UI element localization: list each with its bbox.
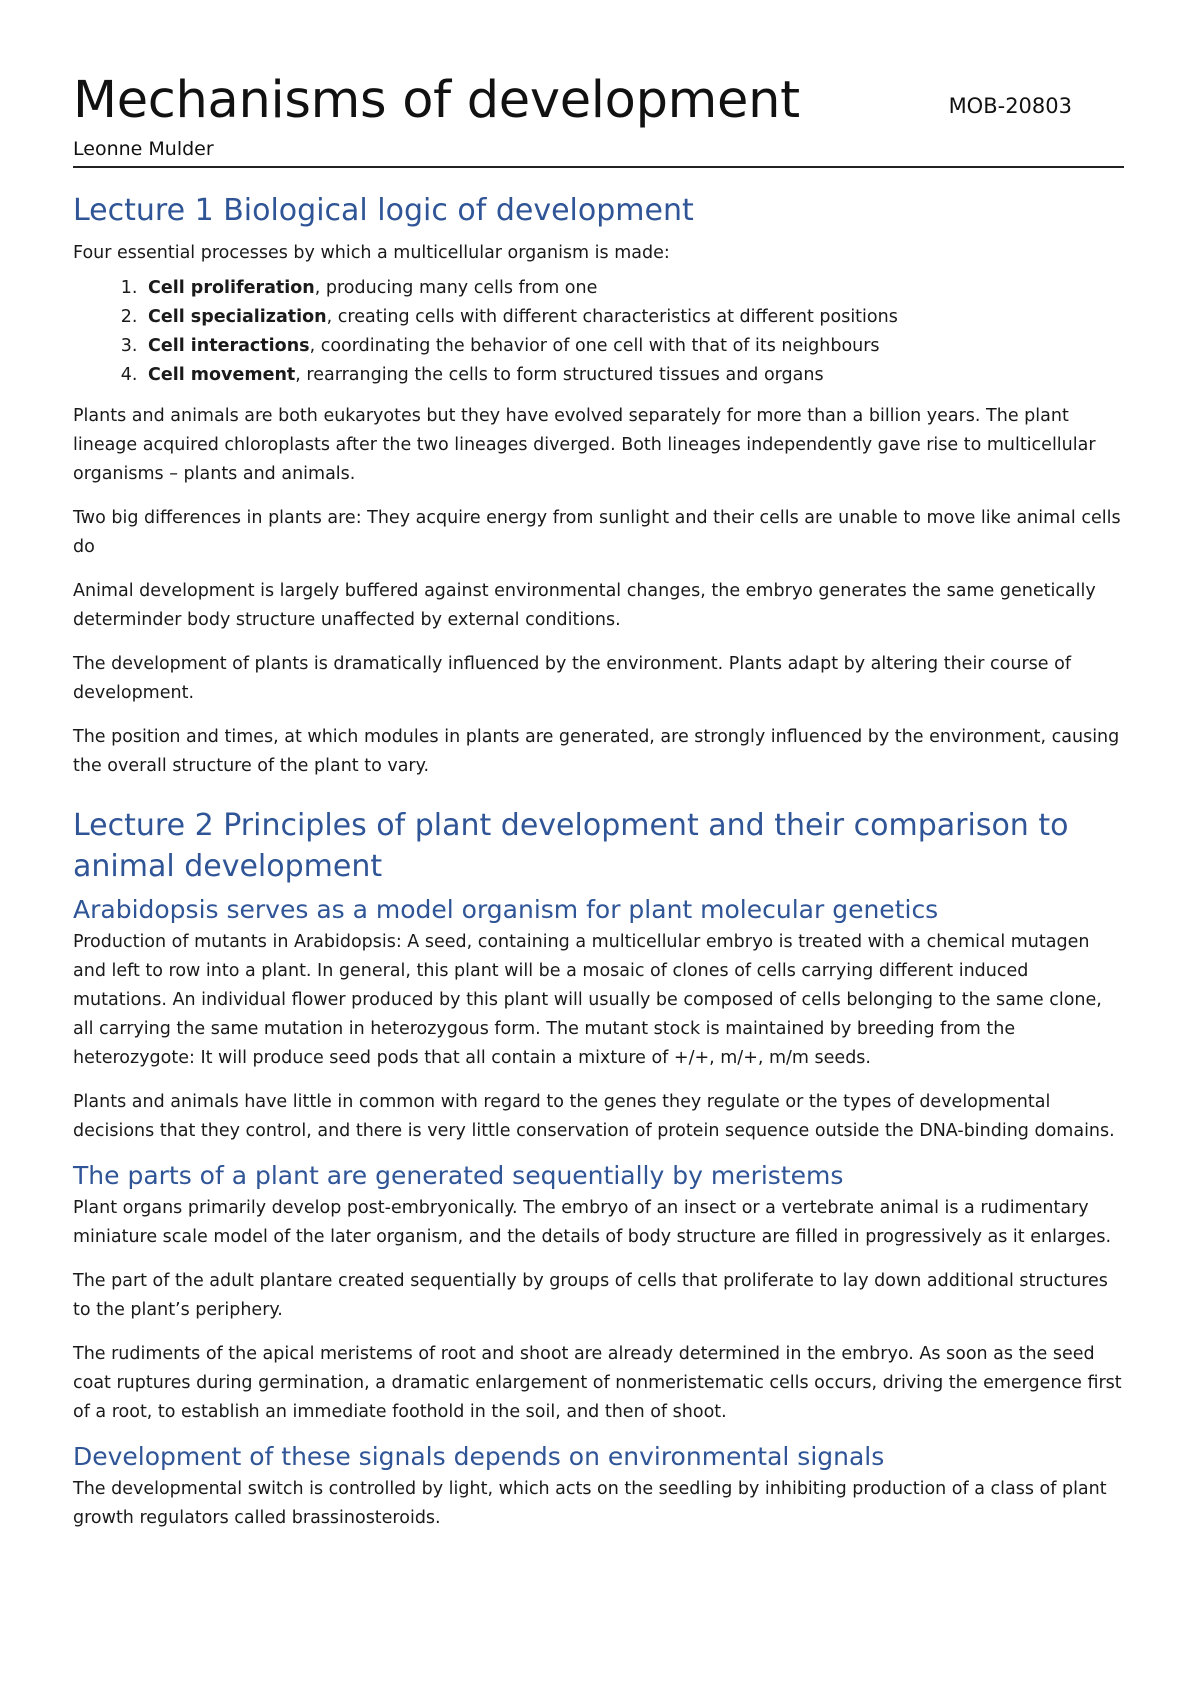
list-item-text: , creating cells with different characteristics at different positions bbox=[326, 307, 898, 327]
list-item bbox=[143, 274, 1124, 303]
document-title: Mechanisms of development bbox=[73, 71, 800, 130]
author-name: Leonne Mulder bbox=[73, 138, 214, 160]
course-code: MOB-20803 bbox=[948, 94, 1072, 118]
list-item bbox=[143, 361, 1124, 390]
list-item-term: Cell proliferation bbox=[148, 278, 315, 298]
paragraph: The part of the adult plantare created sequentially by groups of cells that proliferate to lay down additional structures to the plant’s periphery. bbox=[73, 1271, 1108, 1320]
section-heading: Development of these signals depends on environmental signals bbox=[73, 1442, 885, 1471]
document-header bbox=[73, 72, 1124, 168]
paragraph: The development of plants is dramatically influenced by the environment. Plants adapt by altering their course of development. bbox=[73, 654, 1071, 703]
paragraph: Production of mutants in Arabidopsis: A seed, containing a multicellular embryo is treated with a chemical mutagen and left to row into a plant. In general, this plant will be a mosaic of clones of cells carrying different induced mutations. An individual flower produced by this plant will usually be composed of cells belonging to the same clone, all carrying the same mutation in heterozygous form. The mutant stock is maintained by breeding from the heterozygote: It will produce seed pods that all contain a mixture of +/+, m/+, m/m seeds. bbox=[73, 932, 1102, 1068]
paragraph: The position and times, at which modules in plants are generated, are strongly influenced by the environment, causing the overall structure of the plant to vary. bbox=[73, 727, 1120, 776]
lecture2-heading: Lecture 2 Principles of plant development and their comparison to animal development bbox=[73, 808, 1069, 884]
paragraph: The developmental switch is controlled by light, which acts on the seedling by inhibiting production of a class of plant growth regulators called brassinosteroids. bbox=[73, 1479, 1107, 1528]
paragraph: Plants and animals are both eukaryotes but they have evolved separately for more than a billion years. The plant lineage acquired chloroplasts after the two lineages diverged. Both lineages independently gave rise to multicellular organisms – plants and animals. bbox=[73, 406, 1096, 484]
section-heading: The parts of a plant are generated sequentially by meristems bbox=[73, 1161, 844, 1190]
paragraph: Two big differences in plants are: They acquire energy from sunlight and their cells are unable to move like animal cells do bbox=[73, 508, 1121, 557]
lecture1-heading: Lecture 1 Biological logic of development bbox=[73, 193, 694, 228]
list-item-text: , rearranging the cells to form structured tissues and organs bbox=[295, 365, 824, 385]
list-item-text: , coordinating the behavior of one cell with that of its neighbours bbox=[309, 336, 880, 356]
list-item-term: Cell interactions bbox=[148, 336, 310, 356]
list-item bbox=[143, 332, 1124, 361]
process-list bbox=[73, 274, 1124, 390]
list-item bbox=[143, 303, 1124, 332]
list-item-text: , producing many cells from one bbox=[314, 278, 598, 298]
list-item-term: Cell specialization bbox=[148, 307, 327, 327]
lecture1-intro: Four essential processes by which a multicellular organism is made: bbox=[73, 243, 670, 263]
paragraph: Plants and animals have little in common with regard to the genes they regulate or the types of developmental decisions that they control, and there is very little conservation of protein sequence outside the DNA-binding domains. bbox=[73, 1092, 1115, 1141]
paragraph: The rudiments of the apical meristems of root and shoot are already determined in the embryo. As soon as the seed coat ruptures during germination, a dramatic enlargement of nonmeristematic cells occurs, driving the emergence first of a root, to establish an immediate foothold in the soil, and then of shoot. bbox=[73, 1344, 1122, 1422]
list-item-term: Cell movement bbox=[148, 365, 296, 385]
paragraph: Animal development is largely buffered against environmental changes, the embryo generates the same genetically determinder body structure unaffected by external conditions. bbox=[73, 581, 1096, 630]
section-heading: Arabidopsis serves as a model organism for plant molecular genetics bbox=[73, 895, 939, 924]
paragraph: Plant organs primarily develop post-embryonically. The embryo of an insect or a vertebrate animal is a rudimentary miniature scale model of the later organism, and the details of body structure are filled in progressively as it enlarges. bbox=[73, 1198, 1112, 1247]
